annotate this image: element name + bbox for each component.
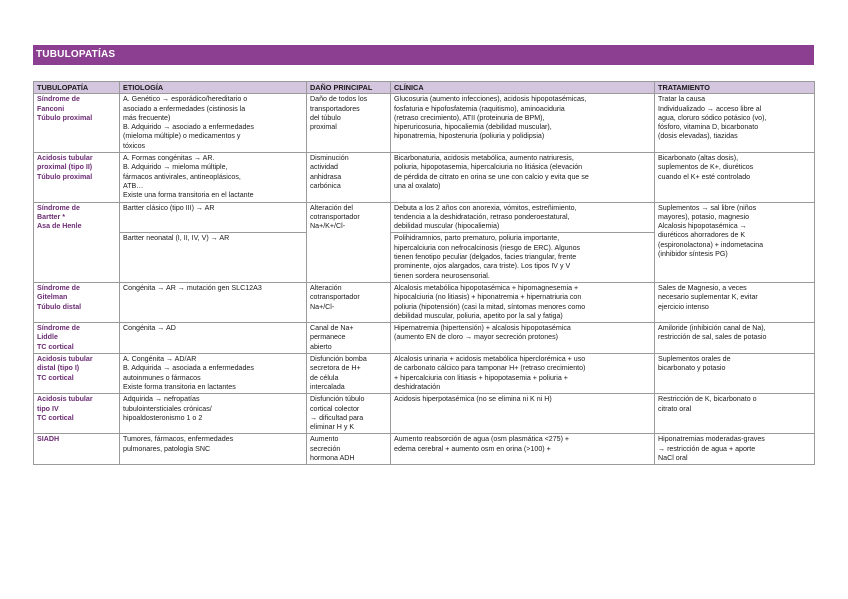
- tubulopatia-cell-line: Gitelman: [37, 293, 68, 302]
- clinica-cell-line: (aumento EN de cloro → mayor secreción protones): [394, 333, 559, 342]
- clinica-cell-line: prominente, ojos alargados, cara triste). Los tipos IV y V: [394, 262, 571, 271]
- table-row: [34, 394, 815, 434]
- tubulopatia-cell-line: TC cortical: [37, 373, 74, 382]
- etiologia-cell: [120, 282, 307, 322]
- clinica-cell-line: hiponatremia, hipostenuria (poliuria y polidipsia): [394, 132, 545, 141]
- dano-cell-line: Na+/Cl-: [310, 302, 335, 311]
- tubulopatia-cell-line: Túbulo distal: [37, 302, 82, 311]
- clinica-cell-line: una al oxalato): [394, 181, 441, 190]
- dano-cell-line: Canal de Na+: [310, 324, 354, 333]
- clinica-cell: [391, 153, 655, 202]
- etiologia-cell: [120, 354, 307, 394]
- clinica-cell-line: hipercalciuria con nefrocalcinosis (riesgo de ERC). Algunos: [394, 243, 581, 252]
- tratamiento-cell-line: NaCl oral: [658, 453, 688, 462]
- tratamiento-cell: [655, 394, 815, 434]
- clinica-cell: [391, 394, 655, 434]
- tubulopatia-cell-line: Acidosis tubular: [37, 395, 93, 404]
- etiologia-cell-line: Adquirida → nefropatías: [123, 395, 200, 404]
- tubulopatia-cell-line: Síndrome de: [37, 203, 80, 212]
- dano-cell: [307, 434, 391, 465]
- tubulopatia-cell: [34, 394, 120, 434]
- clinica-cell-line: poliuria (hipotensión) (casi la mitad, síntomas menores como: [394, 302, 586, 311]
- tubulopatia-cell: [34, 202, 120, 282]
- tratamiento-cell: [655, 323, 815, 354]
- dano-cell-line: transportadores: [310, 104, 360, 113]
- tratamiento-cell: [655, 153, 815, 202]
- dano-cell-line: Disfunción bomba: [310, 355, 367, 364]
- etiologia-cell: [120, 434, 307, 465]
- tubulopatia-cell-line: Túbulo proximal: [37, 113, 93, 122]
- tratamiento-cell-line: suplementos de K+, diuréticos: [658, 163, 754, 172]
- tubulopatia-cell-line: proximal (tipo II): [37, 163, 93, 172]
- clinica-cell-line: deshidratación: [394, 382, 441, 391]
- tubulopatia-cell-line: Síndrome de: [37, 324, 80, 333]
- tubulopatia-cell-line: Síndrome de: [37, 283, 80, 292]
- tratamiento-cell-line: Alcalosis hipopotasémica →: [658, 222, 747, 231]
- etiologia-cell: [120, 233, 307, 282]
- dano-cell: [307, 354, 391, 394]
- clinica-cell-line: tendencia a la deshidratación, retraso ponderoestatural,: [394, 212, 570, 221]
- header-dano: DAÑO PRINCIPAL: [307, 82, 391, 94]
- dano-cell-line: carbónica: [310, 181, 341, 190]
- table-row: [34, 354, 815, 394]
- clinica-cell: [391, 354, 655, 394]
- dano-cell-line: Disminución: [310, 154, 349, 163]
- dano-cell-line: cotransportador: [310, 212, 360, 221]
- etiologia-cell: [120, 202, 307, 233]
- tubulopatia-cell: [34, 282, 120, 322]
- dano-cell-line: secretora de H+: [310, 364, 361, 373]
- dano-cell: [307, 202, 391, 282]
- tratamiento-cell-line: diuréticos ahorradores de K: [658, 231, 746, 240]
- tubulopatia-cell-line: Acidosis tubular: [37, 355, 93, 364]
- clinica-cell-line: debilidad muscular (hipocaliemia): [394, 222, 500, 231]
- page-title: TUBULOPATÍAS: [33, 45, 814, 65]
- tratamiento-cell-line: agua, cloruro sódico potásico (vo),: [658, 113, 767, 122]
- clinica-cell-line: Polihidramnios, parto prematuro, poliuria importante,: [394, 234, 560, 243]
- dano-cell-line: cortical colector: [310, 404, 360, 413]
- dano-cell: [307, 282, 391, 322]
- tubulopatia-cell: [34, 153, 120, 202]
- table-row: [34, 94, 815, 153]
- tubulopatia-cell-line: Liddle: [37, 333, 58, 342]
- etiologia-cell-line: A. Congénita → AD/AR: [123, 355, 197, 364]
- dano-cell-line: abierto: [310, 342, 332, 351]
- dano-cell: [307, 323, 391, 354]
- tratamiento-cell: [655, 202, 815, 282]
- table-row: [34, 202, 815, 233]
- dano-cell: [307, 94, 391, 153]
- etiologia-cell-line: asociado a enfermedades (cistinosis la: [123, 104, 246, 113]
- etiologia-cell-line: B. Adquirida → asociada a enfermedades: [123, 364, 254, 373]
- etiologia-cell-line: ATB…: [123, 181, 144, 190]
- dano-cell-line: del túbulo: [310, 113, 341, 122]
- etiologia-cell-line: Bartter clásico (tipo III) → AR: [123, 203, 215, 212]
- clinica-cell: [391, 202, 655, 233]
- clinica-cell-line: Glucosuria (aumento infecciones), acidosis hipopotasémicas,: [394, 95, 587, 104]
- etiologia-cell-line: Bartter neonatal (I, II, IV, V) → AR: [123, 234, 230, 243]
- etiologia-cell-line: pulmonares, patología SNC: [123, 444, 211, 453]
- dano-cell-line: actividad: [310, 163, 338, 172]
- clinica-cell-line: Alcalosis urinaria + acidosis metabólica hiperclorémica + uso: [394, 355, 586, 364]
- tratamiento-cell-line: Restricción de K, bicarbonato o: [658, 395, 757, 404]
- etiologia-cell-line: (mieloma múltiple) o medicamentos y: [123, 132, 241, 141]
- header-tratamiento: TRATAMIENTO: [655, 82, 815, 94]
- etiologia-cell-line: Tumores, fármacos, enfermedades: [123, 435, 234, 444]
- etiologia-cell-line: Congénita → AD: [123, 324, 176, 333]
- etiologia-cell-line: B. Adquirido → mieloma múltiple,: [123, 163, 228, 172]
- tratamiento-cell-line: ejercicio intenso: [658, 302, 709, 311]
- etiologia-cell-line: A. Formas congénitas → AR.: [123, 154, 215, 163]
- clinica-cell-line: Acidosis hiperpotasémica (no se elimina ni K ni H): [394, 395, 552, 404]
- dano-cell-line: intercalada: [310, 382, 345, 391]
- dano-cell-line: Disfunción túbulo: [310, 395, 365, 404]
- tratamiento-cell: [655, 282, 815, 322]
- clinica-cell: [391, 233, 655, 282]
- tratamiento-cell-line: Bicarbonato (altas dosis),: [658, 154, 739, 163]
- etiologia-cell: [120, 94, 307, 153]
- etiologia-cell-line: hipoaldosteronismo 1 o 2: [123, 413, 203, 422]
- tubulopatia-cell-line: Bartter *: [37, 212, 65, 221]
- tratamiento-cell-line: cuando el K+ esté controlado: [658, 172, 751, 181]
- table-body: [34, 94, 815, 465]
- etiologia-cell-line: autoinmunes o fármacos: [123, 373, 201, 382]
- dano-cell-line: eliminar H y K: [310, 423, 355, 432]
- clinica-cell: [391, 434, 655, 465]
- clinica-cell: [391, 323, 655, 354]
- tratamiento-cell-line: Hiponatremias moderadas-graves: [658, 435, 765, 444]
- clinica-cell-line: hipocalciuria (no litiasis) + hiponatremia + hipernatriuria con: [394, 293, 582, 302]
- tubulopatia-cell-line: Síndrome de: [37, 95, 80, 104]
- clinica-cell: [391, 94, 655, 153]
- clinica-cell-line: de carbonato cálcico para tamponar H+ (retraso crecimiento): [394, 364, 586, 373]
- tratamiento-cell-line: restricción de sal, sales de potasio: [658, 333, 767, 342]
- etiologia-cell-line: Existe forma transitoria en lactantes: [123, 382, 236, 391]
- tratamiento-cell-line: citrato oral: [658, 404, 692, 413]
- dano-cell: [307, 153, 391, 202]
- tratamiento-cell: [655, 434, 815, 465]
- clinica-cell-line: poliuria, hipopotasemia, hipercalciuria no litiásica (elevación: [394, 163, 583, 172]
- dano-cell-line: permanece: [310, 333, 346, 342]
- dano-cell-line: Na+/K+/Cl-: [310, 222, 346, 231]
- table-row: [34, 153, 815, 202]
- tubulopatia-cell: [34, 323, 120, 354]
- tubulopatia-cell-line: SIADH: [37, 435, 60, 444]
- etiologia-cell: [120, 394, 307, 434]
- tratamiento-cell-line: mayores), potasio, magnesio: [658, 212, 750, 221]
- etiologia-cell-line: A. Genético → esporádico/hereditario o: [123, 95, 248, 104]
- dano-cell-line: cotransportador: [310, 293, 360, 302]
- clinica-cell-line: Aumento reabsorción de agua (osm plasmática <275) +: [394, 435, 570, 444]
- etiologia-cell-line: Existe una forma transitoria en el lactante: [123, 191, 254, 200]
- tubulopatia-cell-line: Túbulo proximal: [37, 172, 93, 181]
- tratamiento-cell-line: (espironolactona) + indometacina: [658, 240, 764, 249]
- tratamiento-cell-line: Suplementos → sal libre (niños: [658, 203, 757, 212]
- table-row: [34, 323, 815, 354]
- dano-cell-line: Aumento: [310, 435, 339, 444]
- clinica-cell-line: de pérdida de citrato en orina se une con calcio y evita que se: [394, 172, 589, 181]
- tratamiento-cell-line: (inhibidor síntesis PG): [658, 250, 728, 259]
- clinica-cell-line: fosfaturia e hipofosfatemia (raquitismo), aminoaciduria: [394, 104, 565, 113]
- etiologia-cell-line: fármacos antivirales, antineoplásicos,: [123, 172, 241, 181]
- dano-cell-line: Alteración: [310, 283, 342, 292]
- dano-cell: [307, 394, 391, 434]
- etiologia-cell: [120, 323, 307, 354]
- etiologia-cell-line: tubulointersticiales crónicas/: [123, 404, 212, 413]
- tubulopatia-cell: [34, 94, 120, 153]
- clinica-cell-line: Bicarbonaturia, acidosis metabólica, aumento natriuresis,: [394, 154, 574, 163]
- tratamiento-cell-line: necesario suplementar K, evitar: [658, 293, 758, 302]
- etiologia-cell-line: Congénita → AR → mutación gen SLC12A3: [123, 283, 262, 292]
- tratamiento-cell-line: fósforo, vitamina D, bicarbonato: [658, 123, 759, 132]
- etiologia-cell: [120, 153, 307, 202]
- table-header-row: [34, 82, 815, 94]
- tratamiento-cell-line: Sales de Magnesio, a veces: [658, 283, 747, 292]
- tratamiento-cell-line: (dosis elevadas), tiazidas: [658, 132, 738, 141]
- tratamiento-cell-line: Suplementos orales de: [658, 355, 731, 364]
- clinica-cell: [391, 282, 655, 322]
- clinica-cell-line: debilidad muscular, poliuria, apetito por la sal y fatiga): [394, 311, 563, 320]
- tubulopatia-cell-line: tipo IV: [37, 404, 59, 413]
- tubulopatia-cell: [34, 434, 120, 465]
- tratamiento-cell: [655, 354, 815, 394]
- etiologia-cell-line: B. Adquirido → asociado a enfermedades: [123, 123, 254, 132]
- dano-cell-line: anhidrasa: [310, 172, 342, 181]
- tratamiento-cell-line: bicarbonato y potasio: [658, 364, 726, 373]
- clinica-cell-line: tienen fenotipo peculiar (delgados, facies triangular, frente: [394, 253, 577, 262]
- tratamiento-cell: [655, 94, 815, 153]
- dano-cell-line: proximal: [310, 123, 337, 132]
- tubulopatia-cell-line: Asa de Henle: [37, 222, 82, 231]
- tratamiento-cell-line: Amiloride (inhibición canal de Na),: [658, 324, 766, 333]
- etiologia-cell-line: tóxicos: [123, 141, 146, 150]
- dano-cell-line: Daño de todos los: [310, 95, 368, 104]
- tratamiento-cell-line: Individualizado → acceso libre al: [658, 104, 762, 113]
- clinica-cell-line: hiperuricosuria, hipocaliemia (debilidad muscular),: [394, 123, 552, 132]
- clinica-cell-line: Alcalosis metabólica hipopotasémica + hipomagnesemia +: [394, 283, 579, 292]
- header-tubulopatia: TUBULOPATÍA: [34, 82, 120, 94]
- clinica-cell-line: Hipernatremia (hipertensión) + alcalosis hipopotasémica: [394, 324, 571, 333]
- tubulopatia-cell-line: TC cortical: [37, 413, 74, 422]
- dano-cell-line: secreción: [310, 444, 341, 453]
- tubulopatia-cell: [34, 354, 120, 394]
- tubulopatia-cell-line: Acidosis tubular: [37, 154, 93, 163]
- dano-cell-line: hormona ADH: [310, 453, 355, 462]
- tubulopatia-cell-line: distal (tipo I): [37, 364, 80, 373]
- clinica-cell-line: tienen sordera neurosensorial.: [394, 271, 490, 280]
- tubulopathy-table: [33, 81, 815, 465]
- clinica-cell-line: + hipercalciuria con litiasis + hipopotasemia + poliuria +: [394, 373, 568, 382]
- tubulopatia-cell-line: TC cortical: [37, 342, 74, 351]
- dano-cell-line: Alteración del: [310, 203, 353, 212]
- table-row: [34, 434, 815, 465]
- etiologia-cell-line: más frecuente): [123, 113, 171, 122]
- table-row: [34, 282, 815, 322]
- dano-cell-line: → dificultad para: [310, 413, 364, 422]
- clinica-cell-line: Debuta a los 2 años con anorexia, vómitos, estreñimiento,: [394, 203, 577, 212]
- header-clinica: CLÍNICA: [391, 82, 655, 94]
- tubulopatia-cell-line: Fanconi: [37, 104, 65, 113]
- tratamiento-cell-line: Tratar la causa: [658, 95, 706, 104]
- clinica-cell-line: (retraso crecimiento), ATII (proteinuria de BPM),: [394, 113, 545, 122]
- header-etiologia: ETIOLOGÍA: [120, 82, 307, 94]
- tratamiento-cell-line: → restricción de agua + aporte: [658, 444, 756, 453]
- dano-cell-line: de célula: [310, 373, 339, 382]
- clinica-cell-line: edema cerebral + aumento osm en orina (>100) +: [394, 444, 551, 453]
